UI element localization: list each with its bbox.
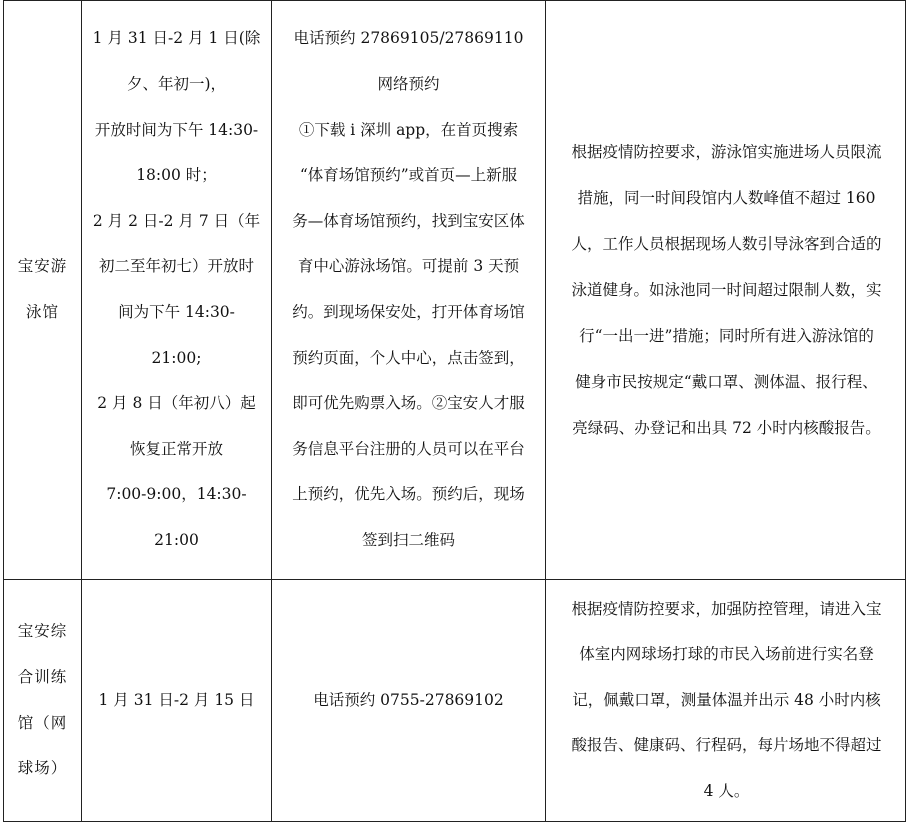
notes-line: 酸报告、健康码、行程码，每片场地不得超过 <box>571 736 882 755</box>
hours-cell <box>82 580 272 821</box>
hours-line: 18:00 时； <box>136 166 217 185</box>
booking-line: 签到扫二维码 <box>361 530 455 549</box>
notes-line: 根据疫情防控要求，加强防控管理，请进入宝 <box>571 599 882 618</box>
hours-cell <box>82 1 272 579</box>
notes-text <box>546 587 907 815</box>
booking-line: 约。到现场保安处，打开体育场馆 <box>292 303 525 321</box>
notes-line: 健身市民按规定“戴口罩、测体温、报行程、 <box>575 373 878 391</box>
notes-cell <box>546 1 907 579</box>
hours-line: 2 月 2 日-2 月 7 日（年 <box>92 211 261 230</box>
booking-info <box>272 678 545 724</box>
table-row-baoan-swimming <box>3 0 906 580</box>
schedule-table <box>3 0 906 822</box>
booking-line: 上预约，优先入场。预约后，现场 <box>292 485 525 504</box>
notes-line: 人，工作人员根据现场人数引导泳客到合适的 <box>571 235 882 253</box>
notes-line: 行“一出一进”措施；同时所有进入游泳馆的 <box>579 327 874 345</box>
booking-line: 电话预约 27869105/27869110 <box>293 29 524 48</box>
booking-cell <box>272 580 546 821</box>
booking-line: 网络预约 <box>377 75 440 94</box>
hours-line: 间为下午 14:30- <box>118 303 235 321</box>
hours-line: 恢复正常开放 <box>129 439 223 458</box>
booking-line: ①下载 i 深圳 app，在首页搜索 <box>298 120 519 139</box>
notes-line: 4 人。 <box>703 781 750 800</box>
venue-line: 合训练 <box>17 667 68 686</box>
venue-line: 馆（网 <box>17 713 68 732</box>
hours-line: 21:00; <box>151 348 202 367</box>
booking-cell <box>272 1 546 579</box>
hours-line: 1 月 31 日-2 月 1 日(除 <box>92 29 261 48</box>
booking-line: 即可优先购票入场。②宝安人才服 <box>292 394 525 413</box>
hours-line: 1 月 31 日-2 月 15 日 <box>98 690 255 709</box>
opening-hours <box>82 16 271 563</box>
venue-name <box>4 244 81 335</box>
notes-line: 泳道健身。如泳池同一时间超过限制人数，实 <box>571 281 882 299</box>
venue-line: 泳馆 <box>25 303 59 321</box>
venue-cell <box>4 580 82 821</box>
notes-line: 措施，同一时间段馆内人数峰值不超过 160 <box>577 189 876 207</box>
venue-name <box>4 609 81 791</box>
booking-line: 电话预约 0755-27869102 <box>313 690 504 709</box>
hours-line: 初二至年初七）开放时 <box>98 257 254 276</box>
booking-line: 务—体育场馆预约，找到宝安区体 <box>292 211 525 230</box>
notes-text <box>546 129 907 451</box>
opening-hours <box>82 678 271 724</box>
venue-line: 宝安游 <box>17 257 68 276</box>
notes-line: 记，佩戴口罩，测量体温并出示 48 小时内核 <box>572 690 881 709</box>
booking-info <box>272 16 545 563</box>
hours-line: 夕、年初一)， <box>126 75 227 94</box>
notes-line: 根据疫情防控要求，游泳馆实施进场人员限流 <box>571 143 882 161</box>
booking-line: 务信息平台注册的人员可以在平台 <box>292 439 525 458</box>
booking-line: “体育场馆预约”或首页—上新服 <box>299 166 518 185</box>
venue-line: 球场） <box>17 759 68 778</box>
hours-line: 2 月 8 日（年初八）起 <box>97 394 256 413</box>
hours-line: 7:00-9:00，14:30- <box>106 485 247 504</box>
venue-cell <box>4 1 82 579</box>
notes-cell <box>546 580 907 821</box>
venue-line: 宝安综 <box>17 622 68 641</box>
hours-line: 开放时间为下午 14:30- <box>94 120 259 139</box>
table-row-baoan-tennis <box>3 579 906 822</box>
booking-line: 预约页面，个人中心，点击签到， <box>292 348 525 367</box>
notes-line: 亮绿码、办登记和出具 72 小时内核酸报告。 <box>572 419 881 437</box>
hours-line: 21:00 <box>154 530 199 549</box>
notes-line: 体室内网球场打球的市民入场前进行实名登 <box>579 645 874 664</box>
booking-line: 育中心游泳场馆。可提前 3 天预 <box>297 257 520 276</box>
